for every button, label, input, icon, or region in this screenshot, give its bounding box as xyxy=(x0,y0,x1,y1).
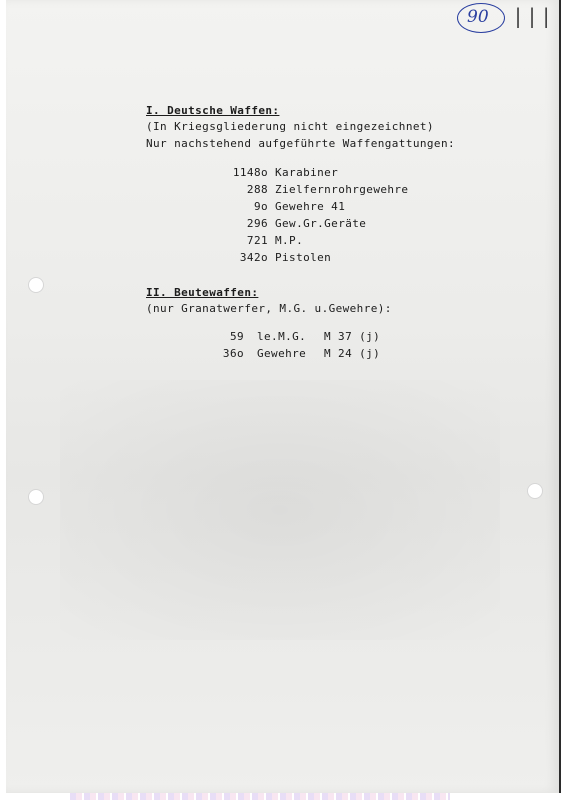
section-2-heading: II. Beutewaffen: xyxy=(146,286,259,299)
punch-hole-right xyxy=(527,483,543,499)
row-qty: 342o xyxy=(239,251,268,264)
page-number: 90 xyxy=(467,7,489,27)
row-item: M.P. xyxy=(275,234,304,247)
row-item: Zielfernrohrgewehre xyxy=(275,183,409,196)
row-qty: 1148o xyxy=(232,166,268,179)
row-qty: 59 xyxy=(229,330,244,343)
row-item: Gewehre xyxy=(257,347,307,360)
row-item: Karabiner xyxy=(275,166,339,179)
corner-mark: ||| xyxy=(512,4,555,28)
section-2-note: (nur Granatwerfer, M.G. u.Gewehre): xyxy=(146,302,392,315)
punch-hole-top xyxy=(28,277,44,293)
row-item: Pistolen xyxy=(275,251,332,264)
row-item: Gew.Gr.Geräte xyxy=(275,217,367,230)
row-qty: 296 xyxy=(246,217,268,230)
row-qty: 288 xyxy=(246,183,268,196)
scan-artifact-strip xyxy=(70,793,450,800)
row-model: M 37 (j) xyxy=(324,330,381,343)
section-1-note-2: Nur nachstehend aufgeführte Waffengattungen: xyxy=(146,137,455,150)
section-1-heading: I. Deutsche Waffen: xyxy=(146,104,280,117)
page-smudge xyxy=(60,380,500,640)
row-model: M 24 (j) xyxy=(324,347,381,360)
row-qty: 721 xyxy=(246,234,268,247)
row-qty: 36o xyxy=(222,347,244,360)
row-item: le.M.G. xyxy=(257,330,307,343)
row-item: Gewehre 41 xyxy=(275,200,346,213)
section-1-note-1: (In Kriegsgliederung nicht eingezeichnet) xyxy=(146,120,434,133)
row-qty: 9o xyxy=(253,200,268,213)
punch-hole-bottom xyxy=(28,489,44,505)
